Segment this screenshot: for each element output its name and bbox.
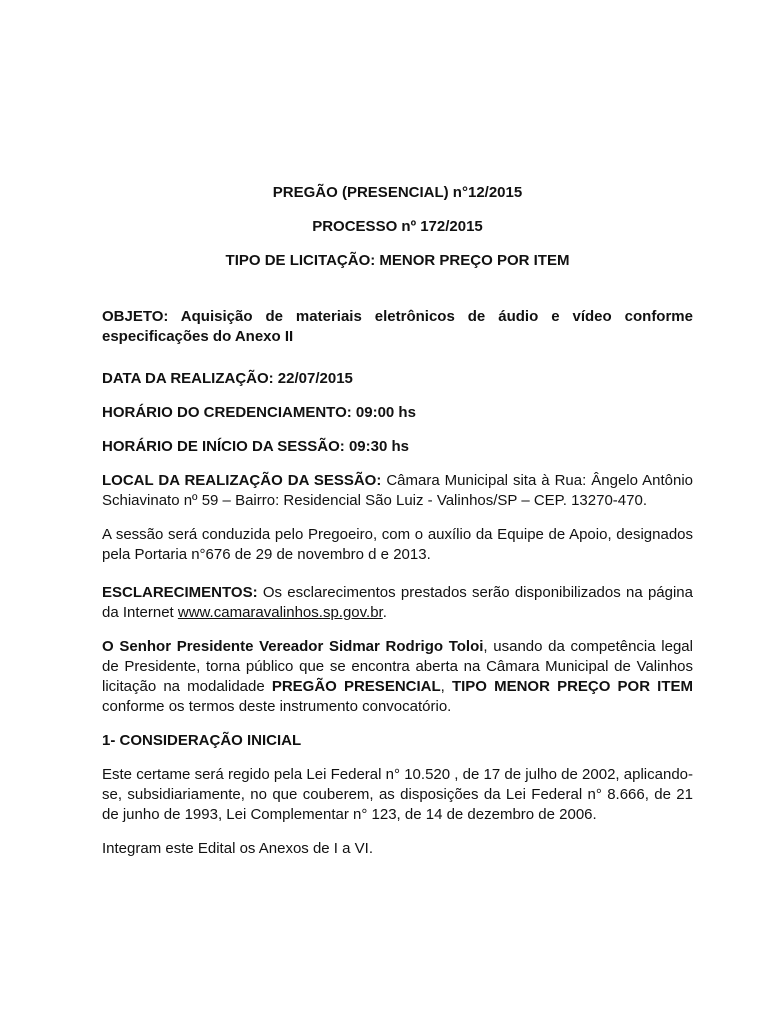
tipo-licitacao-heading: TIPO DE LICITAÇÃO: MENOR PREÇO POR ITEM [225, 252, 570, 269]
horario-credenciamento: HORÁRIO DO CREDENCIAMENTO: 09:00 hs [102, 404, 416, 421]
processo-heading: PROCESSO nº 172/2015 [312, 218, 483, 235]
data-realizacao: DATA DA REALIZAÇÃO: 22/07/2015 [102, 370, 353, 387]
section-1-paragraph-1: Este certame será regido pela Lei Federal n° 10.520 , de 17 de julho de 2002, aplicando-se, subsidiariamente, no que couberem, as disposições da Lei Federal n° 8.666, de 21 de junho de 1993, Lei Complementar n° 123, de 14 de dezembro de 2006. [102, 766, 693, 823]
presidente-sep: , [440, 678, 452, 695]
local-paragraph [102, 471, 693, 511]
objeto-paragraph: OBJETO: Aquisição de materiais eletrônicos de áudio e vídeo conforme especificações do Anexo II [102, 308, 693, 345]
tipo-text: TIPO MENOR PREÇO POR ITEM [451, 678, 694, 695]
esclarecimentos-text: Os esclarecimentos prestados serão disponibilizados na página da Internet [102, 584, 693, 621]
esclarecimentos-label: ESCLARECIMENTOS: [102, 584, 258, 601]
section-1-title: 1- CONSIDERAÇÃO INICIAL [102, 732, 302, 749]
local-label: LOCAL DA REALIZAÇÃO DA SESSÃO: [102, 472, 382, 489]
presidente-name: O Senhor Presidente Vereador Sidmar Rodrigo Toloi [102, 638, 484, 655]
website-link[interactable]: www.camaravalinhos.sp.gov.br [177, 604, 383, 621]
modalidade-text: PREGÃO PRESENCIAL [271, 678, 441, 695]
presidente-paragraph [102, 637, 693, 717]
document-body [102, 183, 693, 859]
esclarecimentos-end: . [382, 604, 387, 621]
section-1-paragraph-2: Integram este Edital os Anexos de I a VI. [102, 840, 373, 857]
horario-inicio-sessao: HORÁRIO DE INÍCIO DA SESSÃO: 09:30 hs [102, 438, 410, 455]
esclarecimentos-paragraph [102, 583, 693, 623]
presidente-text-2: conforme os termos deste instrumento convocatório. [102, 698, 452, 715]
sessao-paragraph: A sessão será conduzida pelo Pregoeiro, com o auxílio da Equipe de Apoio, designados pela Portaria n°676 de 29 de novembro d e 2013. [102, 526, 693, 563]
pregao-heading: PREGÃO (PRESENCIAL) n°12/2015 [272, 184, 523, 201]
local-text: Câmara Municipal sita à Rua: Ângelo Antônio Schiavinato nº 59 – Bairro: Residencial São Luiz - Valinhos/SP – CEP. 13270-470. [102, 472, 693, 509]
presidente-text-1: , usando da competência legal de Presidente, torna público que se encontra aberta na Câmara Municipal de Valinhos licitação na modalidade [102, 638, 693, 695]
